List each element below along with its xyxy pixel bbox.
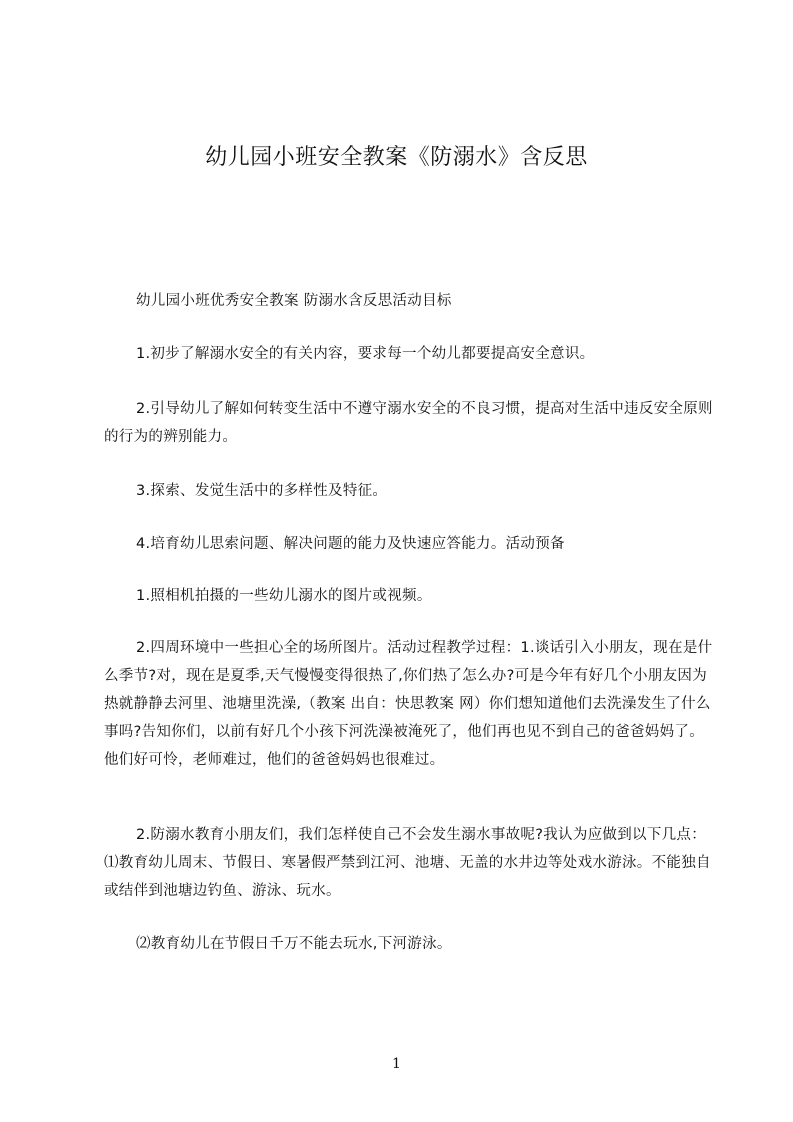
paragraph-prep-2-process: 2.四周环境中一些担心全的场所图片。活动过程教学过程：1.谈话引入小朋友，现在是什么季节?对，现在是夏季,天气慢慢变得很热了,你们热了怎么办?可是今年有好几个小朋友因为热就静静去河里、池塘里洗澡,（教案 出自：快思教案 网）你们想知道他们去洗澡发生了什么事吗?告知你们，以前有好几个小孩下河洗澡被淹死了，他们再也见不到自己的爸爸妈妈了。他们好可怜，老师难过，他们的爸爸妈妈也很难过。 xyxy=(104,640,713,768)
paragraph-activity-goals-heading: 幼儿园小班优秀安全教案 防溺水含反思活动目标 xyxy=(136,293,452,309)
paragraph-goal-3: 3.探索、发觉生活中的多样性及特征。 xyxy=(136,483,388,499)
paragraph-goal-1: 1.初步了解溺水安全的有关内容，要求每一个幼儿都要提高安全意识。 xyxy=(136,346,595,362)
page-number: 1 xyxy=(392,1056,401,1072)
document-title: 幼儿园小班安全教案《防溺水》含反思 xyxy=(205,145,588,170)
paragraph-holiday-warning: ⑵教育幼儿在节假日千万不能去玩水,下河游泳。 xyxy=(136,936,452,952)
paragraph-drowning-education: 2.防溺水教育小朋友们，我们怎样使自己不会发生溺水事故呢?我认为应做到以下几点：⑴教育幼儿周末、节假日、寒暑假严禁到江河、池塘、无盖的水井边等处戏水游泳。不能独自或结伴到池塘边钓鱼、游泳、玩水。 xyxy=(104,827,711,899)
paragraph-prep-1: 1.照相机拍摄的一些幼儿溺水的图片或视频。 xyxy=(136,588,432,604)
paragraph-goal-4: 4.培育幼儿思索问题、解决问题的能力及快速应答能力。活动预备 xyxy=(136,536,565,552)
paragraph-goal-2: 2.引导幼儿了解如何转变生活中不遵守溺水安全的不良习惯，提高对生活中违反安全原则的行为的辨别能力。 xyxy=(104,401,713,445)
